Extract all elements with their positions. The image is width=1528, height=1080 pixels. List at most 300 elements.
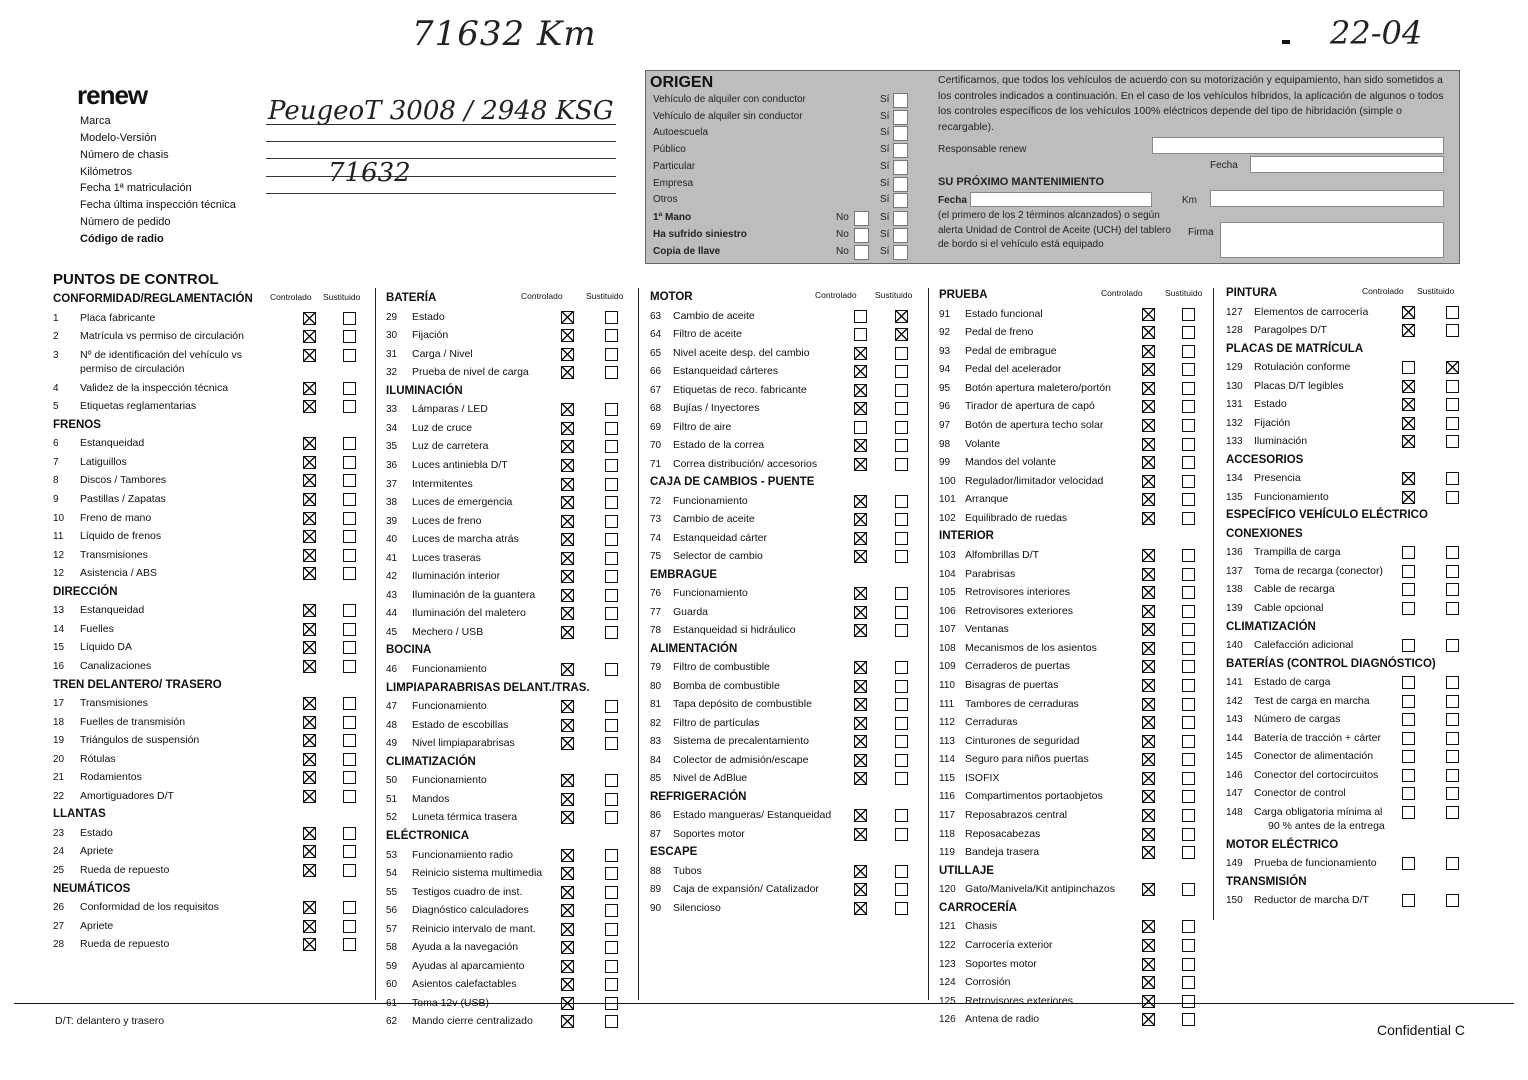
origen-checkbox[interactable]: [893, 193, 908, 208]
controlado-checkbox[interactable]: [1142, 568, 1155, 581]
controlado-checkbox[interactable]: [303, 938, 316, 951]
sustituido-checkbox[interactable]: [343, 474, 356, 487]
controlado-checkbox[interactable]: [561, 737, 574, 750]
controlado-checkbox[interactable]: [1402, 857, 1415, 870]
sustituido-checkbox[interactable]: [1182, 642, 1195, 655]
sustituido-checkbox[interactable]: [895, 772, 908, 785]
sustituido-checkbox[interactable]: [1182, 493, 1195, 506]
controlado-checkbox[interactable]: [1402, 894, 1415, 907]
controlado-checkbox[interactable]: [1142, 939, 1155, 952]
controlado-checkbox[interactable]: [1142, 308, 1155, 321]
controlado-checkbox[interactable]: [561, 923, 574, 936]
sustituido-checkbox[interactable]: [895, 828, 908, 841]
controlado-checkbox[interactable]: [854, 347, 867, 360]
sustituido-checkbox[interactable]: [1446, 491, 1459, 504]
controlado-checkbox[interactable]: [1142, 753, 1155, 766]
sustituido-checkbox[interactable]: [343, 845, 356, 858]
sustituido-checkbox[interactable]: [1182, 475, 1195, 488]
controlado-checkbox[interactable]: [561, 478, 574, 491]
controlado-checkbox[interactable]: [561, 978, 574, 991]
controlado-checkbox[interactable]: [561, 440, 574, 453]
sustituido-checkbox[interactable]: [1182, 419, 1195, 432]
controlado-checkbox[interactable]: [561, 626, 574, 639]
controlado-checkbox[interactable]: [1142, 1013, 1155, 1026]
sustituido-checkbox[interactable]: [605, 311, 618, 324]
sustituido-checkbox[interactable]: [605, 478, 618, 491]
sustituido-checkbox[interactable]: [895, 384, 908, 397]
sustituido-checkbox[interactable]: [605, 1015, 618, 1028]
controlado-checkbox[interactable]: [854, 532, 867, 545]
sustituido-checkbox[interactable]: [1182, 623, 1195, 636]
sustituido-checkbox[interactable]: [1182, 790, 1195, 803]
controlado-checkbox[interactable]: [1142, 382, 1155, 395]
sustituido-checkbox[interactable]: [1182, 939, 1195, 952]
controlado-checkbox[interactable]: [1402, 306, 1415, 319]
sustituido-checkbox[interactable]: [605, 440, 618, 453]
controlado-checkbox[interactable]: [854, 606, 867, 619]
sustituido-checkbox[interactable]: [605, 626, 618, 639]
controlado-checkbox[interactable]: [303, 716, 316, 729]
sustituido-checkbox[interactable]: [343, 530, 356, 543]
sustituido-checkbox[interactable]: [1182, 883, 1195, 896]
sustituido-checkbox[interactable]: [605, 793, 618, 806]
controlado-checkbox[interactable]: [1402, 806, 1415, 819]
sustituido-checkbox[interactable]: [343, 623, 356, 636]
si-checkbox[interactable]: [893, 211, 908, 226]
controlado-checkbox[interactable]: [303, 493, 316, 506]
sustituido-checkbox[interactable]: [1182, 345, 1195, 358]
sustituido-checkbox[interactable]: [605, 849, 618, 862]
controlado-checkbox[interactable]: [1142, 419, 1155, 432]
fecha-field[interactable]: [1250, 156, 1444, 173]
responsable-field[interactable]: [1152, 137, 1444, 154]
controlado-checkbox[interactable]: [1142, 716, 1155, 729]
sustituido-checkbox[interactable]: [895, 495, 908, 508]
controlado-checkbox[interactable]: [303, 382, 316, 395]
sustituido-checkbox[interactable]: [605, 570, 618, 583]
controlado-checkbox[interactable]: [561, 607, 574, 620]
controlado-checkbox[interactable]: [561, 700, 574, 713]
controlado-checkbox[interactable]: [854, 513, 867, 526]
controlado-checkbox[interactable]: [854, 384, 867, 397]
controlado-checkbox[interactable]: [561, 329, 574, 342]
controlado-checkbox[interactable]: [303, 771, 316, 784]
sustituido-checkbox[interactable]: [1446, 713, 1459, 726]
controlado-checkbox[interactable]: [1142, 549, 1155, 562]
controlado-checkbox[interactable]: [854, 550, 867, 563]
sustituido-checkbox[interactable]: [605, 941, 618, 954]
sustituido-checkbox[interactable]: [1182, 753, 1195, 766]
controlado-checkbox[interactable]: [1402, 750, 1415, 763]
sustituido-checkbox[interactable]: [895, 865, 908, 878]
origen-checkbox[interactable]: [893, 110, 908, 125]
controlado-checkbox[interactable]: [561, 459, 574, 472]
controlado-checkbox[interactable]: [854, 865, 867, 878]
sustituido-checkbox[interactable]: [895, 754, 908, 767]
sustituido-checkbox[interactable]: [605, 589, 618, 602]
sustituido-checkbox[interactable]: [1182, 438, 1195, 451]
controlado-checkbox[interactable]: [854, 624, 867, 637]
controlado-checkbox[interactable]: [1142, 605, 1155, 618]
sustituido-checkbox[interactable]: [1446, 750, 1459, 763]
controlado-checkbox[interactable]: [303, 845, 316, 858]
controlado-checkbox[interactable]: [854, 587, 867, 600]
controlado-checkbox[interactable]: [854, 495, 867, 508]
sustituido-checkbox[interactable]: [895, 310, 908, 323]
controlado-checkbox[interactable]: [303, 512, 316, 525]
sustituido-checkbox[interactable]: [605, 960, 618, 973]
controlado-checkbox[interactable]: [1142, 363, 1155, 376]
sustituido-checkbox[interactable]: [1182, 995, 1195, 1008]
sustituido-checkbox[interactable]: [1446, 639, 1459, 652]
sustituido-checkbox[interactable]: [1446, 417, 1459, 430]
controlado-checkbox[interactable]: [854, 365, 867, 378]
sustituido-checkbox[interactable]: [895, 421, 908, 434]
controlado-checkbox[interactable]: [561, 422, 574, 435]
controlado-checkbox[interactable]: [854, 421, 867, 434]
sustituido-checkbox[interactable]: [1182, 735, 1195, 748]
sustituido-checkbox[interactable]: [605, 663, 618, 676]
controlado-checkbox[interactable]: [561, 774, 574, 787]
controlado-checkbox[interactable]: [1402, 361, 1415, 374]
sustituido-checkbox[interactable]: [605, 403, 618, 416]
origen-checkbox[interactable]: [893, 143, 908, 158]
controlado-checkbox[interactable]: [561, 849, 574, 862]
controlado-checkbox[interactable]: [1142, 456, 1155, 469]
controlado-checkbox[interactable]: [561, 867, 574, 880]
controlado-checkbox[interactable]: [1402, 602, 1415, 615]
sustituido-checkbox[interactable]: [1182, 400, 1195, 413]
sustituido-checkbox[interactable]: [343, 604, 356, 617]
controlado-checkbox[interactable]: [854, 402, 867, 415]
controlado-checkbox[interactable]: [854, 717, 867, 730]
sustituido-checkbox[interactable]: [605, 886, 618, 899]
sustituido-checkbox[interactable]: [895, 328, 908, 341]
sustituido-checkbox[interactable]: [1182, 976, 1195, 989]
sustituido-checkbox[interactable]: [1446, 769, 1459, 782]
controlado-checkbox[interactable]: [854, 754, 867, 767]
controlado-checkbox[interactable]: [303, 864, 316, 877]
sustituido-checkbox[interactable]: [343, 549, 356, 562]
sustituido-checkbox[interactable]: [1182, 828, 1195, 841]
controlado-checkbox[interactable]: [1402, 695, 1415, 708]
sustituido-checkbox[interactable]: [1182, 382, 1195, 395]
sustituido-checkbox[interactable]: [605, 774, 618, 787]
controlado-checkbox[interactable]: [1142, 828, 1155, 841]
sustituido-checkbox[interactable]: [1182, 568, 1195, 581]
sustituido-checkbox[interactable]: [605, 422, 618, 435]
controlado-checkbox[interactable]: [561, 533, 574, 546]
sustituido-checkbox[interactable]: [895, 883, 908, 896]
sustituido-checkbox[interactable]: [1446, 324, 1459, 337]
sustituido-checkbox[interactable]: [605, 978, 618, 991]
next-km-field[interactable]: [1210, 190, 1444, 207]
controlado-checkbox[interactable]: [1142, 345, 1155, 358]
sustituido-checkbox[interactable]: [605, 496, 618, 509]
sustituido-checkbox[interactable]: [1446, 546, 1459, 559]
sustituido-checkbox[interactable]: [1182, 456, 1195, 469]
controlado-checkbox[interactable]: [561, 719, 574, 732]
si-checkbox[interactable]: [893, 228, 908, 243]
controlado-checkbox[interactable]: [1402, 380, 1415, 393]
controlado-checkbox[interactable]: [1402, 491, 1415, 504]
controlado-checkbox[interactable]: [1402, 435, 1415, 448]
sustituido-checkbox[interactable]: [1182, 958, 1195, 971]
sustituido-checkbox[interactable]: [343, 753, 356, 766]
sustituido-checkbox[interactable]: [895, 661, 908, 674]
controlado-checkbox[interactable]: [1402, 472, 1415, 485]
controlado-checkbox[interactable]: [1142, 698, 1155, 711]
controlado-checkbox[interactable]: [1142, 679, 1155, 692]
controlado-checkbox[interactable]: [561, 552, 574, 565]
controlado-checkbox[interactable]: [561, 348, 574, 361]
controlado-checkbox[interactable]: [1402, 713, 1415, 726]
controlado-checkbox[interactable]: [561, 886, 574, 899]
no-checkbox[interactable]: [854, 228, 869, 243]
controlado-checkbox[interactable]: [1142, 326, 1155, 339]
sustituido-checkbox[interactable]: [1446, 380, 1459, 393]
sustituido-checkbox[interactable]: [1446, 583, 1459, 596]
sustituido-checkbox[interactable]: [1446, 857, 1459, 870]
sustituido-checkbox[interactable]: [605, 923, 618, 936]
controlado-checkbox[interactable]: [1142, 809, 1155, 822]
sustituido-checkbox[interactable]: [895, 513, 908, 526]
sustituido-checkbox[interactable]: [343, 716, 356, 729]
controlado-checkbox[interactable]: [561, 1015, 574, 1028]
sustituido-checkbox[interactable]: [605, 552, 618, 565]
controlado-checkbox[interactable]: [303, 349, 316, 362]
controlado-checkbox[interactable]: [561, 941, 574, 954]
controlado-checkbox[interactable]: [303, 827, 316, 840]
sustituido-checkbox[interactable]: [1446, 787, 1459, 800]
sustituido-checkbox[interactable]: [605, 607, 618, 620]
controlado-checkbox[interactable]: [1402, 676, 1415, 689]
controlado-checkbox[interactable]: [1142, 920, 1155, 933]
sustituido-checkbox[interactable]: [895, 735, 908, 748]
controlado-checkbox[interactable]: [1402, 565, 1415, 578]
sustituido-checkbox[interactable]: [1182, 809, 1195, 822]
sustituido-checkbox[interactable]: [895, 347, 908, 360]
controlado-checkbox[interactable]: [303, 437, 316, 450]
controlado-checkbox[interactable]: [303, 400, 316, 413]
controlado-checkbox[interactable]: [303, 641, 316, 654]
sustituido-checkbox[interactable]: [343, 512, 356, 525]
controlado-checkbox[interactable]: [854, 772, 867, 785]
sustituido-checkbox[interactable]: [605, 348, 618, 361]
controlado-checkbox[interactable]: [561, 811, 574, 824]
sustituido-checkbox[interactable]: [1182, 660, 1195, 673]
sustituido-checkbox[interactable]: [605, 366, 618, 379]
sustituido-checkbox[interactable]: [895, 458, 908, 471]
controlado-checkbox[interactable]: [1402, 732, 1415, 745]
sustituido-checkbox[interactable]: [895, 365, 908, 378]
sustituido-checkbox[interactable]: [895, 402, 908, 415]
controlado-checkbox[interactable]: [854, 735, 867, 748]
controlado-checkbox[interactable]: [303, 330, 316, 343]
sustituido-checkbox[interactable]: [1446, 306, 1459, 319]
controlado-checkbox[interactable]: [303, 530, 316, 543]
sustituido-checkbox[interactable]: [1182, 679, 1195, 692]
controlado-checkbox[interactable]: [1142, 976, 1155, 989]
sustituido-checkbox[interactable]: [1446, 361, 1459, 374]
controlado-checkbox[interactable]: [1402, 583, 1415, 596]
sustituido-checkbox[interactable]: [343, 938, 356, 951]
controlado-checkbox[interactable]: [561, 366, 574, 379]
controlado-checkbox[interactable]: [303, 920, 316, 933]
controlado-checkbox[interactable]: [1142, 735, 1155, 748]
origen-checkbox[interactable]: [893, 160, 908, 175]
sustituido-checkbox[interactable]: [1182, 920, 1195, 933]
sustituido-checkbox[interactable]: [605, 700, 618, 713]
controlado-checkbox[interactable]: [1402, 546, 1415, 559]
sustituido-checkbox[interactable]: [1182, 363, 1195, 376]
controlado-checkbox[interactable]: [303, 456, 316, 469]
controlado-checkbox[interactable]: [303, 567, 316, 580]
sustituido-checkbox[interactable]: [605, 904, 618, 917]
controlado-checkbox[interactable]: [303, 753, 316, 766]
controlado-checkbox[interactable]: [1142, 493, 1155, 506]
sustituido-checkbox[interactable]: [895, 698, 908, 711]
controlado-checkbox[interactable]: [854, 883, 867, 896]
sustituido-checkbox[interactable]: [1446, 806, 1459, 819]
sustituido-checkbox[interactable]: [895, 532, 908, 545]
sustituido-checkbox[interactable]: [895, 680, 908, 693]
controlado-checkbox[interactable]: [854, 458, 867, 471]
sustituido-checkbox[interactable]: [343, 660, 356, 673]
sustituido-checkbox[interactable]: [1446, 435, 1459, 448]
controlado-checkbox[interactable]: [1142, 995, 1155, 1008]
sustituido-checkbox[interactable]: [343, 697, 356, 710]
sustituido-checkbox[interactable]: [1182, 308, 1195, 321]
sustituido-checkbox[interactable]: [343, 864, 356, 877]
sustituido-checkbox[interactable]: [1182, 512, 1195, 525]
sustituido-checkbox[interactable]: [895, 624, 908, 637]
sustituido-checkbox[interactable]: [605, 719, 618, 732]
controlado-checkbox[interactable]: [1142, 400, 1155, 413]
controlado-checkbox[interactable]: [303, 604, 316, 617]
controlado-checkbox[interactable]: [1142, 642, 1155, 655]
controlado-checkbox[interactable]: [854, 902, 867, 915]
controlado-checkbox[interactable]: [1142, 438, 1155, 451]
controlado-checkbox[interactable]: [854, 809, 867, 822]
controlado-checkbox[interactable]: [854, 680, 867, 693]
origen-checkbox[interactable]: [893, 177, 908, 192]
next-fecha-field[interactable]: [970, 192, 1152, 207]
controlado-checkbox[interactable]: [303, 790, 316, 803]
sustituido-checkbox[interactable]: [1446, 676, 1459, 689]
sustituido-checkbox[interactable]: [1182, 716, 1195, 729]
sustituido-checkbox[interactable]: [605, 533, 618, 546]
controlado-checkbox[interactable]: [303, 312, 316, 325]
sustituido-checkbox[interactable]: [343, 382, 356, 395]
controlado-checkbox[interactable]: [303, 623, 316, 636]
sustituido-checkbox[interactable]: [343, 790, 356, 803]
controlado-checkbox[interactable]: [1402, 398, 1415, 411]
controlado-checkbox[interactable]: [303, 660, 316, 673]
controlado-checkbox[interactable]: [854, 661, 867, 674]
sustituido-checkbox[interactable]: [605, 459, 618, 472]
controlado-checkbox[interactable]: [1142, 475, 1155, 488]
controlado-checkbox[interactable]: [561, 311, 574, 324]
sustituido-checkbox[interactable]: [605, 737, 618, 750]
sustituido-checkbox[interactable]: [343, 901, 356, 914]
controlado-checkbox[interactable]: [303, 697, 316, 710]
sustituido-checkbox[interactable]: [1182, 1013, 1195, 1026]
sustituido-checkbox[interactable]: [343, 330, 356, 343]
sustituido-checkbox[interactable]: [895, 550, 908, 563]
sustituido-checkbox[interactable]: [895, 809, 908, 822]
si-checkbox[interactable]: [893, 245, 908, 260]
controlado-checkbox[interactable]: [1142, 790, 1155, 803]
no-checkbox[interactable]: [854, 211, 869, 226]
controlado-checkbox[interactable]: [1142, 772, 1155, 785]
sustituido-checkbox[interactable]: [343, 734, 356, 747]
controlado-checkbox[interactable]: [561, 589, 574, 602]
controlado-checkbox[interactable]: [854, 310, 867, 323]
sustituido-checkbox[interactable]: [605, 811, 618, 824]
sustituido-checkbox[interactable]: [343, 920, 356, 933]
sustituido-checkbox[interactable]: [343, 641, 356, 654]
controlado-checkbox[interactable]: [1142, 660, 1155, 673]
sustituido-checkbox[interactable]: [1182, 605, 1195, 618]
controlado-checkbox[interactable]: [303, 474, 316, 487]
controlado-checkbox[interactable]: [854, 328, 867, 341]
sustituido-checkbox[interactable]: [895, 902, 908, 915]
controlado-checkbox[interactable]: [854, 698, 867, 711]
controlado-checkbox[interactable]: [561, 515, 574, 528]
sustituido-checkbox[interactable]: [1182, 586, 1195, 599]
controlado-checkbox[interactable]: [1402, 769, 1415, 782]
controlado-checkbox[interactable]: [1402, 324, 1415, 337]
controlado-checkbox[interactable]: [561, 570, 574, 583]
sustituido-checkbox[interactable]: [343, 567, 356, 580]
controlado-checkbox[interactable]: [854, 828, 867, 841]
no-checkbox[interactable]: [854, 245, 869, 260]
controlado-checkbox[interactable]: [303, 549, 316, 562]
controlado-checkbox[interactable]: [561, 793, 574, 806]
sustituido-checkbox[interactable]: [1446, 472, 1459, 485]
origen-checkbox[interactable]: [893, 93, 908, 108]
controlado-checkbox[interactable]: [303, 901, 316, 914]
sustituido-checkbox[interactable]: [895, 439, 908, 452]
sustituido-checkbox[interactable]: [1182, 846, 1195, 859]
sustituido-checkbox[interactable]: [895, 587, 908, 600]
controlado-checkbox[interactable]: [303, 734, 316, 747]
controlado-checkbox[interactable]: [1402, 417, 1415, 430]
sustituido-checkbox[interactable]: [1446, 894, 1459, 907]
sustituido-checkbox[interactable]: [895, 606, 908, 619]
sustituido-checkbox[interactable]: [605, 329, 618, 342]
sustituido-checkbox[interactable]: [605, 515, 618, 528]
controlado-checkbox[interactable]: [561, 663, 574, 676]
sustituido-checkbox[interactable]: [1446, 398, 1459, 411]
sustituido-checkbox[interactable]: [343, 493, 356, 506]
sustituido-checkbox[interactable]: [343, 400, 356, 413]
sustituido-checkbox[interactable]: [343, 349, 356, 362]
sustituido-checkbox[interactable]: [343, 312, 356, 325]
controlado-checkbox[interactable]: [854, 439, 867, 452]
sustituido-checkbox[interactable]: [1446, 565, 1459, 578]
controlado-checkbox[interactable]: [1142, 586, 1155, 599]
controlado-checkbox[interactable]: [1142, 883, 1155, 896]
origen-checkbox[interactable]: [893, 126, 908, 141]
controlado-checkbox[interactable]: [1142, 623, 1155, 636]
sustituido-checkbox[interactable]: [343, 456, 356, 469]
controlado-checkbox[interactable]: [1142, 512, 1155, 525]
sustituido-checkbox[interactable]: [895, 717, 908, 730]
controlado-checkbox[interactable]: [561, 960, 574, 973]
sustituido-checkbox[interactable]: [1182, 326, 1195, 339]
